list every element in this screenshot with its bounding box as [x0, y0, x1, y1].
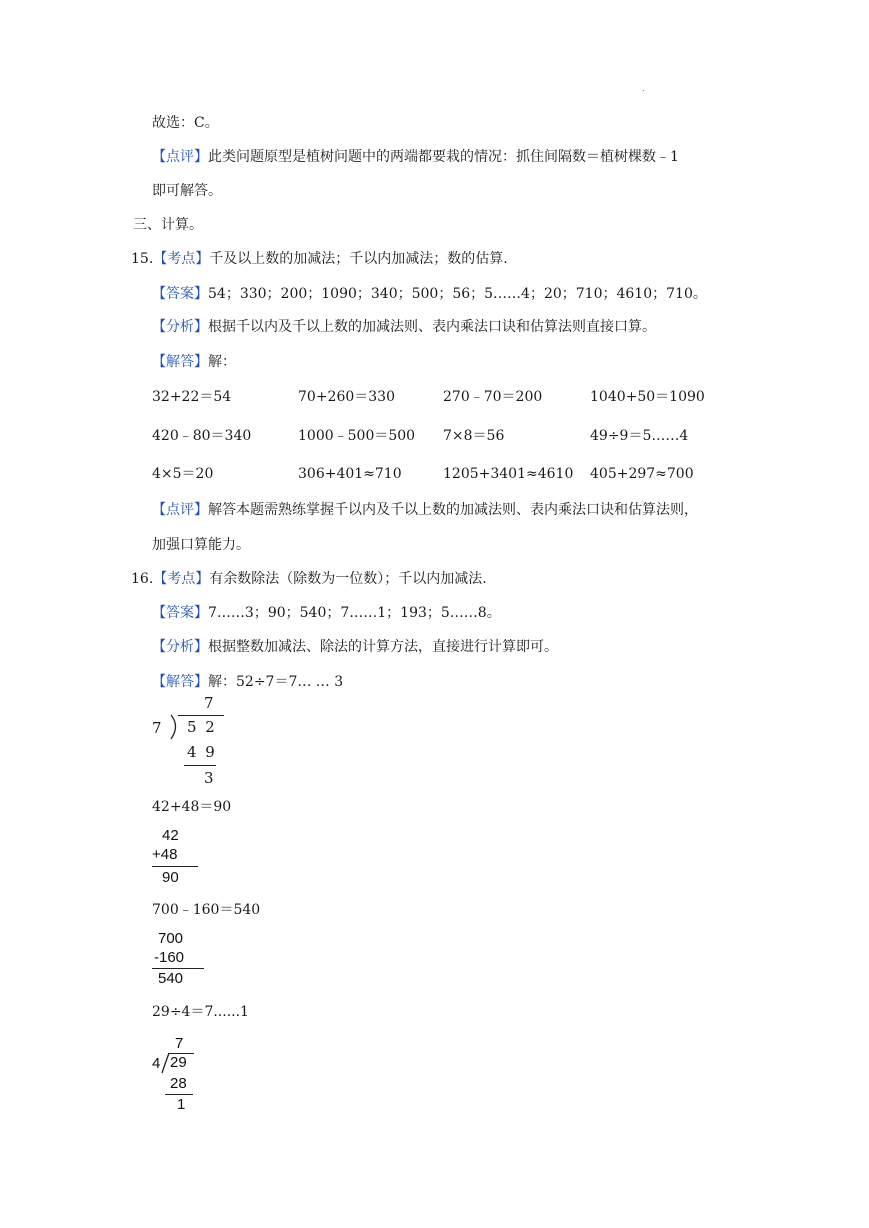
- division-remainder: 1: [177, 1096, 186, 1113]
- analysis-text: 根据千以内及千以上数的加减法则、表内乘法口诀和估算法则直接口算。: [208, 319, 656, 335]
- addition-result: 90: [162, 869, 179, 886]
- solution-tag: 【解答】: [152, 674, 208, 690]
- eq-sub: 700﹣160＝540: [152, 902, 261, 918]
- section-title: 三、计算。: [133, 217, 203, 233]
- division-quotient: 7: [204, 694, 214, 712]
- analysis-tag: 【分析】: [152, 319, 208, 335]
- vertical-subtraction: [152, 930, 212, 990]
- division-divisor: 4: [152, 1055, 161, 1072]
- calc-item: 306+401≈710: [298, 466, 402, 482]
- calc-item: 70+260＝330: [298, 389, 395, 405]
- calc-item: 270﹣70＝200: [443, 389, 543, 405]
- division-product: 28: [170, 1075, 187, 1092]
- q16-number: 16.: [131, 571, 154, 587]
- q16-analysis: [152, 637, 558, 657]
- calc-item: 49÷9＝5……4: [590, 428, 689, 444]
- eq-add: 42+48＝90: [152, 799, 232, 815]
- kaodian-tag: 【考点】: [153, 571, 210, 587]
- division-sub-line: [184, 765, 216, 766]
- q15-answer: [152, 284, 707, 304]
- q16-kaodian: [131, 569, 487, 589]
- subtraction-result: 540: [158, 970, 184, 987]
- calc-item: 1000﹣500＝500: [298, 428, 416, 444]
- long-division-29-by-4: [150, 1035, 210, 1115]
- comment-text: 解答本题需熟练掌握千以内及千以上数的加减法则、表内乘法口诀和估算法则，: [208, 502, 698, 518]
- answer-tag: 【答案】: [152, 286, 208, 302]
- analysis-text: 根据整数加减法、除法的计算方法，直接进行计算即可。: [208, 639, 558, 655]
- solution-text: 解：: [208, 354, 236, 370]
- division-bracket: [168, 714, 182, 740]
- calc-item: 7×8＝56: [443, 428, 505, 444]
- calc-item: 4×5＝20: [152, 466, 214, 482]
- division-top-line: [178, 715, 224, 716]
- prev-comment-cont: 即可解答。: [152, 183, 222, 199]
- q15-solution: [152, 352, 236, 372]
- kaodian-tag: 【考点】: [153, 251, 210, 267]
- q15-comment: [152, 500, 698, 520]
- q15-kaodian: [131, 249, 508, 269]
- long-division-52-by-7: [150, 694, 240, 794]
- division-divisor: 7: [152, 719, 162, 737]
- vertical-addition: [152, 827, 212, 887]
- calc-item: 420﹣80＝340: [152, 428, 252, 444]
- division-dividend: 5 2: [187, 718, 215, 736]
- division-remainder: 3: [204, 769, 214, 787]
- division-quotient: 7: [175, 1035, 184, 1052]
- kaodian-text: 有余数除法（除数为一位数）；千以内加减法.: [209, 571, 487, 587]
- comment-tag: 【点评】: [152, 149, 208, 165]
- subtraction-line: [152, 968, 204, 969]
- kaodian-text: 千及以上数的加减法；千以内加减法；数的估算.: [209, 251, 508, 267]
- calc-item: 1205+3401≈4610: [443, 466, 574, 482]
- comment-tag: 【点评】: [152, 502, 208, 518]
- q16-solution: [152, 672, 343, 692]
- comment-text: 此类问题原型是植树问题中的两端都要栽的情况：抓住间隔数＝植树棵数﹣1: [208, 149, 679, 165]
- addend-top: 42: [162, 827, 179, 844]
- q15-number: 15.: [131, 251, 154, 267]
- solution-text: 解：52÷7＝7… … 3: [208, 674, 344, 690]
- prev-choose: 故选：C。: [152, 115, 219, 131]
- calc-item: 32+22＝54: [152, 389, 232, 405]
- minuend: 700: [158, 930, 184, 947]
- calc-item: 405+297≈700: [590, 466, 694, 482]
- q16-answer: [152, 603, 501, 623]
- eq-div: 29÷4＝7......1: [152, 1004, 249, 1020]
- solution-tag: 【解答】: [152, 354, 208, 370]
- header-dot: .: [642, 84, 645, 93]
- addition-line: [152, 866, 198, 867]
- division-sub-line: [165, 1094, 193, 1095]
- prev-comment: [152, 147, 679, 167]
- division-product: 4 9: [187, 743, 215, 761]
- answer-tag: 【答案】: [152, 605, 208, 621]
- subtrahend: -160: [154, 949, 185, 966]
- calc-item: 1040+50＝1090: [590, 389, 705, 405]
- analysis-tag: 【分析】: [152, 639, 208, 655]
- q15-analysis: [152, 317, 656, 337]
- division-dividend: 29: [170, 1054, 187, 1071]
- answer-text: 7……3；90；540；7……1；193；5……8。: [208, 605, 501, 621]
- answer-text: 54；330；200；1090；340；500；56；5……4；20；710；4610；710。: [208, 286, 707, 302]
- q15-comment-cont: 加强口算能力。: [152, 537, 250, 553]
- addend-bottom: +48: [152, 846, 178, 863]
